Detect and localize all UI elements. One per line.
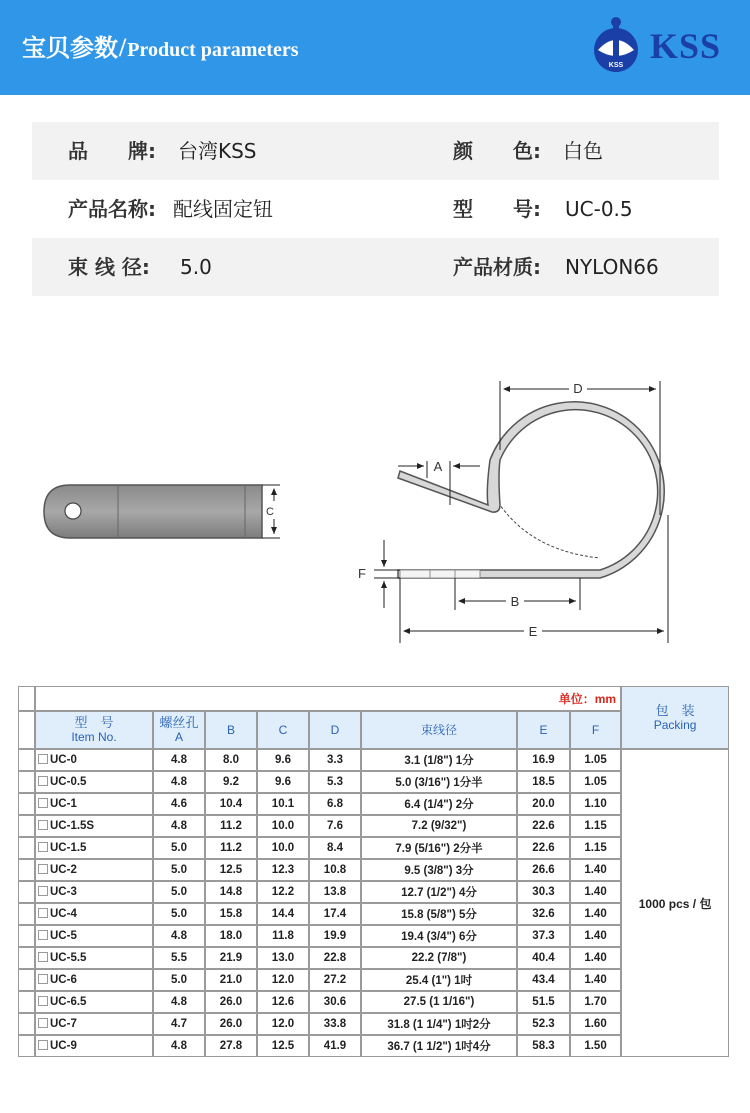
item-number: UC-3	[50, 886, 77, 898]
cell-f: 1.40	[570, 925, 621, 947]
cell-f: 1.50	[570, 1035, 621, 1057]
item-number: UC-9	[50, 1040, 77, 1052]
cell-d: 27.2	[309, 969, 361, 991]
header-packing	[621, 686, 729, 749]
param-value: NYLON66	[565, 255, 659, 279]
clamp-profile-view	[358, 379, 668, 643]
table-gutter	[18, 749, 35, 771]
cell-d: 19.9	[309, 925, 361, 947]
cell-bundle: 3.1 (1/8") 1分	[361, 749, 517, 771]
table-gutter	[18, 711, 35, 749]
cell-bundle: 15.8 (5/8") 5分	[361, 903, 517, 925]
title-separator: /	[119, 33, 127, 62]
cell-e: 16.9	[517, 749, 570, 771]
cell-d: 17.4	[309, 903, 361, 925]
screw-hole	[65, 503, 81, 519]
item-number: UC-7	[50, 1018, 77, 1030]
item-number: UC-5	[50, 930, 77, 942]
cell-bundle: 7.9 (5/16") 2分半	[361, 837, 517, 859]
cell-c: 12.2	[257, 881, 309, 903]
header-banner	[0, 0, 750, 95]
table-gutter	[18, 771, 35, 793]
cell-c: 12.0	[257, 1013, 309, 1035]
cell-b: 21.0	[205, 969, 257, 991]
row-checkbox-icon	[38, 1040, 48, 1050]
spec-table	[18, 686, 729, 1057]
cell-a: 5.0	[153, 859, 205, 881]
header-a	[153, 711, 205, 749]
cell-c: 10.1	[257, 793, 309, 815]
row-checkbox-icon	[38, 996, 48, 1006]
header-item-cn: 型 号	[74, 715, 114, 730]
cell-e: 30.3	[517, 881, 570, 903]
table-gutter	[18, 793, 35, 815]
item-cell	[35, 749, 153, 771]
dim-label-c: C	[266, 506, 274, 518]
row-checkbox-icon	[38, 798, 48, 808]
cell-b: 10.4	[205, 793, 257, 815]
cell-b: 15.8	[205, 903, 257, 925]
header-a-cn: 螺丝孔	[159, 715, 199, 730]
cell-a: 4.8	[153, 925, 205, 947]
item-number: UC-4	[50, 908, 77, 920]
cell-e: 52.3	[517, 1013, 570, 1035]
cell-f: 1.15	[570, 815, 621, 837]
cell-c: 9.6	[257, 749, 309, 771]
row-checkbox-icon	[38, 886, 48, 896]
param-key: 型 号:	[453, 197, 541, 221]
cell-b: 27.8	[205, 1035, 257, 1057]
cell-bundle: 22.2 (7/8")	[361, 947, 517, 969]
item-cell	[35, 1013, 153, 1035]
page-title	[22, 28, 298, 63]
cell-e: 43.4	[517, 969, 570, 991]
cell-b: 11.2	[205, 837, 257, 859]
cell-bundle: 7.2 (9/32")	[361, 815, 517, 837]
cell-e: 51.5	[517, 991, 570, 1013]
cell-d: 8.4	[309, 837, 361, 859]
cell-a: 5.0	[153, 903, 205, 925]
item-cell	[35, 815, 153, 837]
dim-label-b: B	[510, 594, 520, 609]
cell-c: 14.4	[257, 903, 309, 925]
table-gutter	[18, 859, 35, 881]
cell-c: 10.0	[257, 815, 309, 837]
table-gutter	[18, 837, 35, 859]
table-gutter	[18, 1013, 35, 1035]
cell-d: 30.6	[309, 991, 361, 1013]
param-row	[32, 238, 719, 296]
cell-f: 1.05	[570, 749, 621, 771]
cell-f: 1.15	[570, 837, 621, 859]
cell-c: 12.6	[257, 991, 309, 1013]
item-cell	[35, 903, 153, 925]
cell-d: 7.6	[309, 815, 361, 837]
flat-strip-view	[44, 485, 280, 538]
param-row	[32, 122, 719, 180]
table-gutter	[18, 686, 35, 711]
cell-d: 22.8	[309, 947, 361, 969]
row-checkbox-icon	[38, 952, 48, 962]
cell-f: 1.40	[570, 881, 621, 903]
cell-a: 5.0	[153, 837, 205, 859]
param-row	[32, 180, 719, 238]
row-checkbox-icon	[38, 1018, 48, 1028]
kss-logo-icon	[590, 16, 650, 78]
table-gutter	[18, 969, 35, 991]
cell-d: 10.8	[309, 859, 361, 881]
cell-a: 5.0	[153, 969, 205, 991]
cell-bundle: 6.4 (1/4") 2分	[361, 793, 517, 815]
cell-c: 10.0	[257, 837, 309, 859]
cell-d: 5.3	[309, 771, 361, 793]
cell-d: 13.8	[309, 881, 361, 903]
spec-table-wrapper	[18, 686, 729, 1066]
cell-d: 33.8	[309, 1013, 361, 1035]
item-number: UC-1.5S	[50, 820, 95, 832]
cell-c: 12.0	[257, 969, 309, 991]
param-key: 品 牌:	[68, 139, 156, 163]
cell-e: 22.6	[517, 815, 570, 837]
cell-b: 8.0	[205, 749, 257, 771]
cell-b: 21.9	[205, 947, 257, 969]
cell-e: 40.4	[517, 947, 570, 969]
header-c: C	[257, 711, 309, 749]
cell-f: 1.40	[570, 903, 621, 925]
cell-a: 5.0	[153, 881, 205, 903]
row-checkbox-icon	[38, 864, 48, 874]
cell-c: 9.6	[257, 771, 309, 793]
item-number: UC-1	[50, 798, 77, 810]
param-key: 束 线 径:	[68, 255, 150, 279]
header-bundle: 束线径	[361, 711, 517, 749]
header-f: F	[570, 711, 621, 749]
param-value: 配线固定钮	[173, 197, 273, 221]
dim-label-e: E	[528, 624, 538, 639]
table-gutter	[18, 881, 35, 903]
cell-d: 3.3	[309, 749, 361, 771]
cell-b: 12.5	[205, 859, 257, 881]
table-gutter	[18, 903, 35, 925]
cell-a: 4.7	[153, 1013, 205, 1035]
header-packing-en: Packing	[653, 717, 697, 732]
packing-cell: 1000 pcs / 包	[621, 749, 729, 1057]
row-checkbox-icon	[38, 754, 48, 764]
param-key: 产品名称:	[68, 197, 156, 221]
table-gutter	[18, 1035, 35, 1057]
cell-e: 26.6	[517, 859, 570, 881]
item-cell	[35, 947, 153, 969]
table-gutter	[18, 815, 35, 837]
dim-label-d: D	[573, 381, 583, 396]
header-packing-cn: 包 装	[655, 702, 695, 718]
cell-f: 1.40	[570, 947, 621, 969]
table-gutter	[18, 991, 35, 1013]
param-value: UC-0.5	[565, 197, 633, 221]
cell-b: 11.2	[205, 815, 257, 837]
cell-c: 12.5	[257, 1035, 309, 1057]
item-cell	[35, 969, 153, 991]
cell-c: 11.8	[257, 925, 309, 947]
item-number: UC-6.5	[50, 996, 87, 1008]
title-cn: 宝贝参数	[22, 34, 118, 62]
kss-logo	[590, 16, 740, 78]
cell-e: 22.6	[517, 837, 570, 859]
cell-f: 1.40	[570, 859, 621, 881]
cell-bundle: 12.7 (1/2") 4分	[361, 881, 517, 903]
header-b: B	[205, 711, 257, 749]
param-value: 5.0	[180, 255, 212, 279]
item-number: UC-0.5	[50, 776, 87, 788]
cell-b: 18.0	[205, 925, 257, 947]
cell-a: 4.8	[153, 771, 205, 793]
header-e: E	[517, 711, 570, 749]
cell-bundle: 36.7 (1 1/2") 1吋4分	[361, 1035, 517, 1057]
param-key: 颜 色:	[453, 139, 541, 163]
parameter-table	[32, 122, 719, 296]
cell-f: 1.40	[570, 969, 621, 991]
header-d: D	[309, 711, 361, 749]
cell-b: 14.8	[205, 881, 257, 903]
table-gutter	[18, 925, 35, 947]
row-checkbox-icon	[38, 974, 48, 984]
header-a-en: A	[174, 730, 183, 744]
item-cell	[35, 793, 153, 815]
cell-bundle: 19.4 (3/4") 6分	[361, 925, 517, 947]
item-cell	[35, 991, 153, 1013]
cell-a: 4.8	[153, 991, 205, 1013]
cell-e: 20.0	[517, 793, 570, 815]
cell-b: 9.2	[205, 771, 257, 793]
cell-a: 4.8	[153, 1035, 205, 1057]
item-number: UC-0	[50, 754, 77, 766]
cell-c: 12.3	[257, 859, 309, 881]
cell-a: 4.8	[153, 815, 205, 837]
cell-bundle: 5.0 (3/16") 1分半	[361, 771, 517, 793]
cell-a: 4.8	[153, 749, 205, 771]
row-checkbox-icon	[38, 776, 48, 786]
row-checkbox-icon	[38, 908, 48, 918]
header-item-en: Item No.	[71, 730, 117, 744]
logo-text: KSS	[650, 26, 722, 66]
header-item	[35, 711, 153, 749]
cell-bundle: 25.4 (1") 1吋	[361, 969, 517, 991]
item-number: UC-1.5	[50, 842, 87, 854]
unit-label: 单位：mm	[35, 686, 621, 711]
item-cell	[35, 881, 153, 903]
table-gutter	[18, 947, 35, 969]
logo-badge-text: KSS	[608, 62, 624, 69]
clamp-dimension-diagram	[0, 365, 750, 655]
item-cell	[35, 925, 153, 947]
cell-bundle: 31.8 (1 1/4") 1吋2分	[361, 1013, 517, 1035]
param-value: 白色	[563, 139, 603, 163]
table-row	[18, 749, 729, 771]
title-en: Product parameters	[127, 39, 299, 61]
cell-c: 13.0	[257, 947, 309, 969]
cell-b: 26.0	[205, 991, 257, 1013]
cell-a: 5.5	[153, 947, 205, 969]
row-checkbox-icon	[38, 842, 48, 852]
item-cell	[35, 771, 153, 793]
cell-bundle: 9.5 (3/8") 3分	[361, 859, 517, 881]
cell-bundle: 27.5 (1 1/16")	[361, 991, 517, 1013]
cell-a: 4.6	[153, 793, 205, 815]
row-checkbox-icon	[38, 930, 48, 940]
cell-b: 26.0	[205, 1013, 257, 1035]
item-cell	[35, 859, 153, 881]
cell-f: 1.10	[570, 793, 621, 815]
item-cell	[35, 837, 153, 859]
dim-label-a: A	[433, 459, 443, 474]
item-number: UC-6	[50, 974, 77, 986]
dim-label-f: F	[358, 566, 366, 581]
cell-f: 1.70	[570, 991, 621, 1013]
item-cell	[35, 1035, 153, 1057]
item-number: UC-2	[50, 864, 77, 876]
param-value: 台湾KSS	[178, 139, 257, 163]
cell-d: 41.9	[309, 1035, 361, 1057]
param-key: 产品材质:	[453, 255, 541, 279]
cell-e: 37.3	[517, 925, 570, 947]
item-number: UC-5.5	[50, 952, 87, 964]
cell-e: 18.5	[517, 771, 570, 793]
row-checkbox-icon	[38, 820, 48, 830]
cell-f: 1.05	[570, 771, 621, 793]
cell-e: 32.6	[517, 903, 570, 925]
cell-d: 6.8	[309, 793, 361, 815]
cell-e: 58.3	[517, 1035, 570, 1057]
cell-f: 1.60	[570, 1013, 621, 1035]
